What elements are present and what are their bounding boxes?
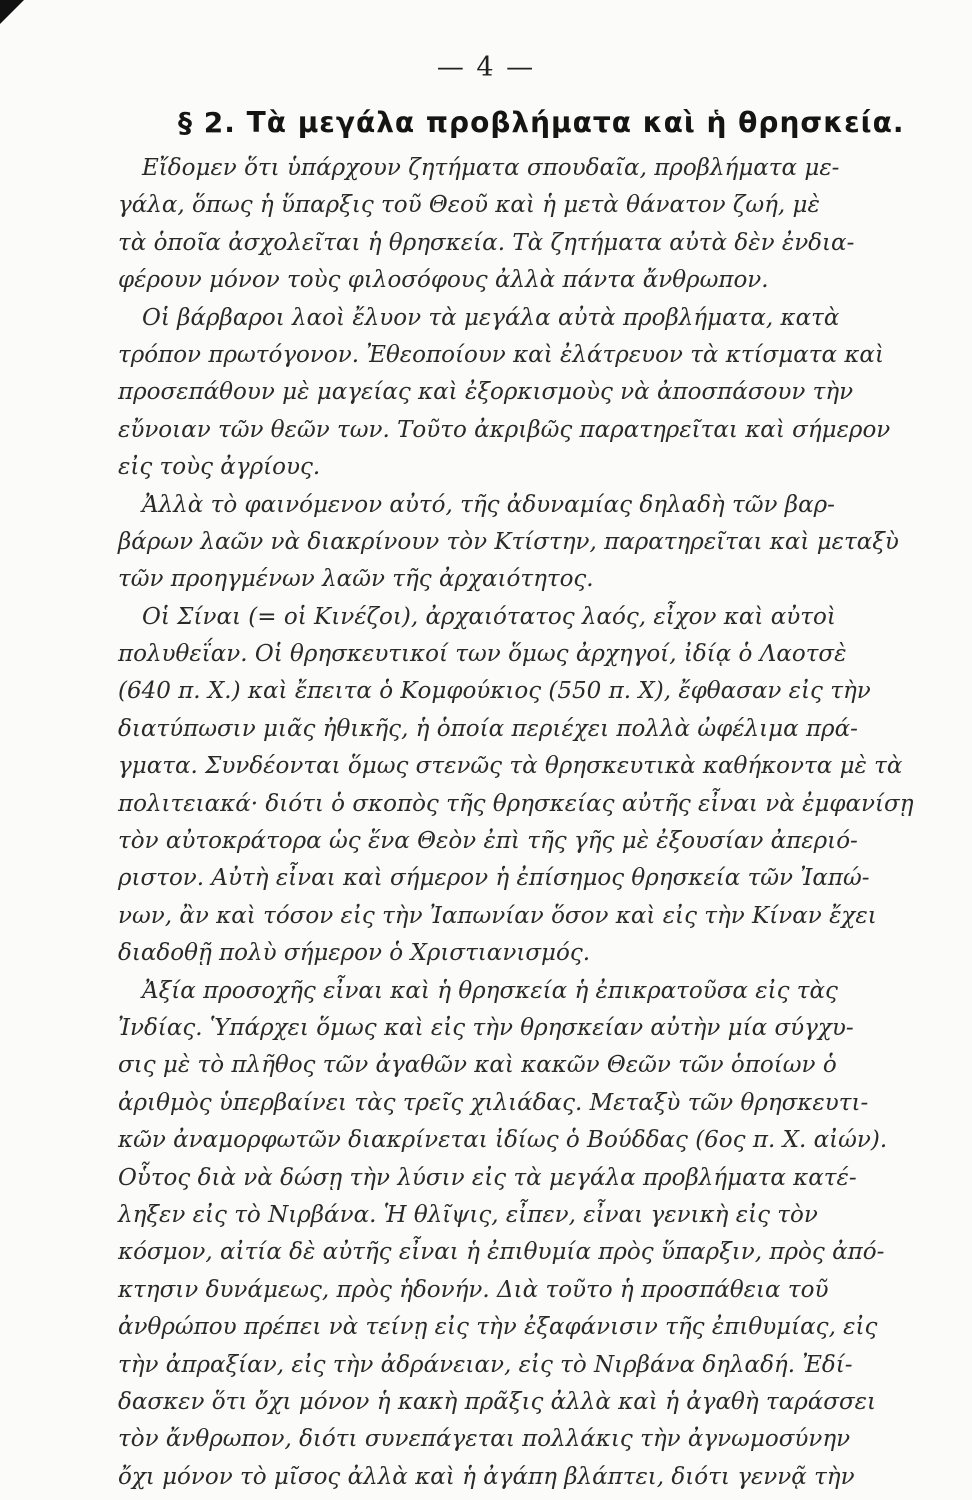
text-line: δασκεν ὅτι ὄχι μόνον ἡ κακὴ πρᾶξις ἀλλὰ καὶ ἡ ἀγαθὴ ταράσσει <box>118 1388 877 1415</box>
text-line: τὸν ἄνθρωπον, διότι συνεπάγεται πολλάκις τὴν ἀγνωμοσύνην <box>118 1426 851 1453</box>
body-text <box>118 150 914 1496</box>
text-line: σις μὲ τὸ πλῆθος τῶν ἀγαθῶν καὶ κακῶν Θεῶν τῶν ὁποίων ὁ <box>118 1052 837 1079</box>
text-line: τῶν προηγμένων λαῶν τῆς ἀρχαιότητος. <box>118 566 594 593</box>
text-line: Εἴδομεν ὅτι ὑπάρχουν ζητήματα σπουδαῖα, προβλήματα με- <box>142 155 840 181</box>
text-line: Ἀλλὰ τὸ φαινόμενον αὐτό, τῆς ἀδυναμίας δηλαδὴ τῶν βαρ- <box>142 491 835 518</box>
text-line: φέρουν μόνον τοὺς φιλοσόφους ἀλλὰ πάντα ἄνθρωπον. <box>118 267 769 294</box>
text-line: τὰ ὁποῖα ἀσχολεῖται ἡ θρησκεία. Τὰ ζητήματα αὐτὰ δὲν ἐνδια- <box>118 229 855 256</box>
text-line: πολυθεΐαν. Οἱ θρησκευτικοί των ὅμως ἀρχηγοί, ἰδίᾳ ὁ Λαοτσὲ <box>118 641 847 668</box>
text-line: ὄχι μόνον τὸ μῖσος ἀλλὰ καὶ ἡ ἀγάπη βλάπτει, διότι γεννᾷ τὴν <box>118 1463 855 1490</box>
page-corner-mark <box>0 0 24 24</box>
text-line: πολιτειακά· διότι ὁ σκοπὸς τῆς θρησκείας αὐτῆς εἶναι νὰ ἐμφανίσῃ <box>118 790 914 817</box>
text-line: νων, ἂν καὶ τόσον εἰς τὴν Ἰαπωνίαν ὅσον καὶ εἰς τὴν Κίναν ἔχει <box>118 902 877 929</box>
text-line: Οὗτος διὰ νὰ δώσῃ τὴν λύσιν εἰς τὰ μεγάλα προβλήματα κατέ- <box>118 1164 857 1191</box>
text-line: διαδοθῇ πολὺ σήμερον ὁ Χριστιανισμός. <box>118 940 591 967</box>
text-line: κῶν ἀναμορφωτῶν διακρίνεται ἰδίως ὁ Βούδδας (6ος π. Χ. αἰών). <box>118 1127 888 1154</box>
text-line: κτησιν δυνάμεως, πρὸς ἡδονήν. Διὰ τοῦτο ἡ προσπάθεια τοῦ <box>118 1276 829 1303</box>
text-line: τρόπον πρωτόγονον. Ἐθεοποίουν καὶ ἐλάτρευον τὰ κτίσματα καὶ <box>118 341 884 368</box>
text-line: ληξεν εἰς τὸ Νιρβάνα. Ἡ θλῖψις, εἶπεν, εἶναι γενικὴ εἰς τὸν <box>118 1201 818 1228</box>
text-line: τὴν ἀπραξίαν, εἰς τὴν ἀδράνειαν, εἰς τὸ Νιρβάνα δηλαδή. Ἐδί- <box>118 1351 853 1378</box>
section-heading: § 2. Τὰ μεγάλα προβλήματα καὶ ἡ θρησκεία. <box>178 106 905 139</box>
text-line: προσεπάθουν μὲ μαγείας καὶ ἐξορκισμοὺς νὰ ἀποσπάσουν τὴν <box>118 379 854 406</box>
text-line: γματα. Συνδέονται ὅμως στενῶς τὰ θρησκευτικὰ καθήκοντα μὲ τὰ <box>118 753 903 780</box>
text-line: Ἀξία προσοχῆς εἶναι καὶ ἡ θρησκεία ἡ ἐπικρατοῦσα εἰς τὰς <box>142 977 838 1004</box>
text-line: ἀριθμὸς ὑπερβαίνει τὰς τρεῖς χιλιάδας. Μεταξὺ τῶν θρησκευτι- <box>118 1089 869 1116</box>
text-line: διατύπωσιν μιᾶς ἠθικῆς, ἡ ὁποία περιέχει πολλὰ ὠφέλιμα πρά- <box>118 715 858 742</box>
text-line: Οἱ Σίναι (= οἱ Κινέζοι), ἀρχαιότατος λαός, εἶχον καὶ αὐτοὶ <box>142 603 836 630</box>
text-line: βάρων λαῶν νὰ διακρίνουν τὸν Κτίστην, παρατηρεῖται καὶ μεταξὺ <box>118 528 899 555</box>
text-line: εἰς τοὺς ἀγρίους. <box>118 454 321 481</box>
text-line: (640 π. Χ.) καὶ ἔπειτα ὁ Κομφούκιος (550 π. Χ), ἔφθασαν εἰς τὴν <box>118 678 871 705</box>
text-line: Οἱ βάρβαροι λαοὶ ἔλυον τὰ μεγάλα αὐτὰ προβλήματα, κατὰ <box>142 304 840 331</box>
text-line: Ἰνδίας. Ὑπάρχει ὅμως καὶ εἰς τὴν θρησκείαν αὐτὴν μία σύγχυ- <box>118 1014 854 1041</box>
text-line: ἀνθρώπου πρέπει νὰ τείνῃ εἰς τὴν ἐξαφάνισιν τῆς ἐπιθυμίας, εἰς <box>118 1314 878 1341</box>
text-line: εὔνοιαν τῶν θεῶν των. Τοῦτο ἀκριβῶς παρατηρεῖται καὶ σήμερον <box>118 416 891 443</box>
text-line: γάλα, ὅπως ἡ ὕπαρξις τοῦ Θεοῦ καὶ ἡ μετὰ θάνατον ζωή, μὲ <box>118 192 820 219</box>
text-line: ριστον. Αὐτὴ εἶναι καὶ σήμερον ἡ ἐπίσημος θρησκεία τῶν Ἰαπώ- <box>118 865 870 892</box>
page-number: — 4 — <box>436 52 536 83</box>
text-line: τὸν αὐτοκράτορα ὡς ἕνα Θεὸν ἐπὶ τῆς γῆς μὲ ἐξουσίαν ἀπεριό- <box>118 828 858 855</box>
text-line: κόσμον, αἰτία δὲ αὐτῆς εἶναι ἡ ἐπιθυμία πρὸς ὕπαρξιν, πρὸς ἀπό- <box>118 1239 885 1266</box>
